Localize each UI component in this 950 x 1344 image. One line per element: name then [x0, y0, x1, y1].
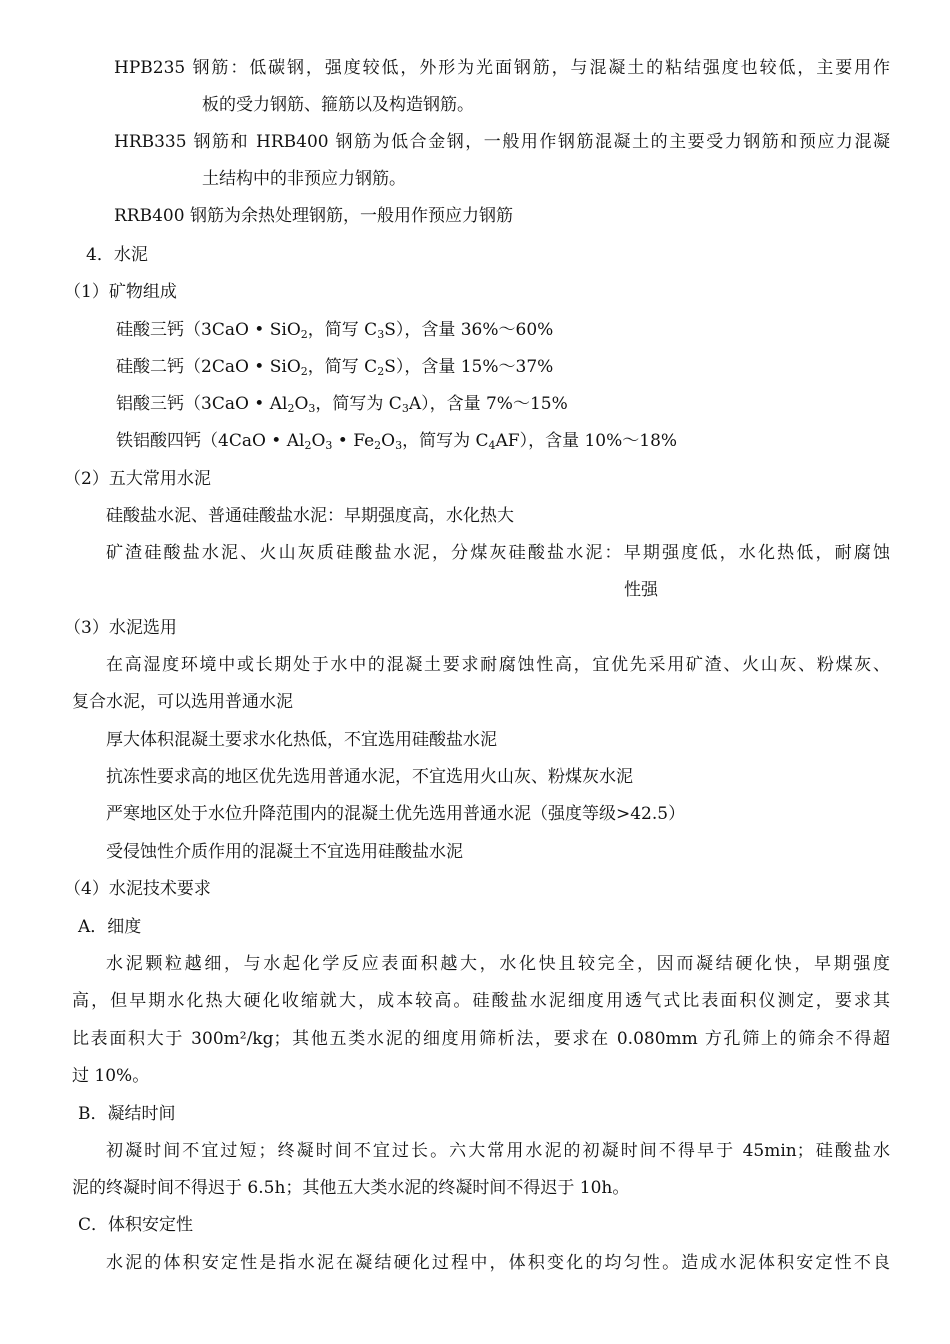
subheading-cement-selection: （3）水泥选用 [64, 618, 177, 638]
item-heading-setting-time: B．凝结时间 [78, 1104, 176, 1124]
selection-para-5: 受侵蚀性介质作用的混凝土不宜选用硅酸盐水泥 [106, 842, 463, 862]
cement-type-line-2-cont: 性强 [624, 580, 658, 600]
hpb235-line-2: 板的受力钢筋、箍筋以及构造钢筋。 [202, 95, 474, 115]
mineral-c3s: 硅酸三钙（3CaO • SiO$_2$，简写 $C_3S$），含量 36%～60% [116, 320, 554, 341]
subheading-technical-requirements: （4）水泥技术要求 [64, 879, 211, 899]
selection-para-2: 厚大体积混凝土要求水化热低，不宜选用硅酸盐水泥 [106, 730, 497, 750]
selection-para-1b: 复合水泥，可以选用普通水泥 [72, 692, 293, 712]
rrb-line: RRB400 钢筋为余热处理钢筋，一般用作预应力钢筋 [114, 206, 513, 226]
mineral-c3a: 铝酸三钙（3CaO • $Al_2O_3$，简写为 $C_3A$），含量 7%～15% [116, 394, 568, 415]
selection-para-3: 抗冻性要求高的地区优先选用普通水泥，不宜选用火山灰、粉煤灰水泥 [106, 767, 633, 787]
subheading-mineral-composition: （1）矿物组成 [64, 282, 177, 302]
hpb235-line-1: HPB235 钢筋：低碳钢，强度较低，外形为光面钢筋，与混凝土的粘结强度也较低，主要用作 [114, 58, 890, 78]
setting-time-line-1: 初凝时间不宜过短；终凝时间不宜过长。六大常用水泥的初凝时间不得早于 45min；硅酸盐水 [106, 1141, 890, 1161]
fineness-line-4: 过 10%。 [72, 1066, 150, 1086]
item-heading-fineness: A．细度 [78, 917, 142, 937]
fineness-line-3: 比表面积大于 300m²/kg；其他五类水泥的细度用筛析法，要求在 0.080mm 方孔筛上的筛余不得超 [72, 1029, 890, 1049]
soundness-line-1: 水泥的体积安定性是指水泥在凝结硬化过程中，体积变化的均匀性。造成水泥体积安定性不良 [106, 1253, 890, 1273]
selection-para-4: 严寒地区处于水位升降范围内的混凝土优先选用普通水泥（强度等级>42.5） [106, 804, 686, 824]
section-heading-cement: 4．水泥 [86, 245, 148, 265]
selection-para-1a: 在高湿度环境中或长期处于水中的混凝土要求耐腐蚀性高，宜优先采用矿渣、火山灰、粉煤灰、 [106, 655, 890, 675]
fineness-line-2: 高，但早期水化热大硬化收缩就大，成本较高。硅酸盐水泥细度用透气式比表面积仪测定，要求其 [72, 991, 890, 1011]
cement-type-line-2: 矿渣硅酸盐水泥、火山灰质硅酸盐水泥，分煤灰硅酸盐水泥：早期强度低，水化热低，耐腐蚀 [106, 543, 890, 563]
mineral-c2s: 硅酸二钙（2CaO • SiO$_2$，简写 $C_2S$），含量 15%～37% [116, 357, 554, 378]
hrb-line-2: 土结构中的非预应力钢筋。 [202, 169, 406, 189]
cement-type-line-1: 硅酸盐水泥、普通硅酸盐水泥：早期强度高，水化热大 [106, 506, 514, 526]
fineness-line-1: 水泥颗粒越细，与水起化学反应表面积越大，水化快且较完全，因而凝结硬化快，早期强度 [106, 954, 890, 974]
setting-time-line-2: 泥的终凝时间不得迟于 6.5h；其他五大类水泥的终凝时间不得迟于 10h。 [72, 1178, 630, 1198]
item-heading-soundness: C．体积安定性 [78, 1215, 194, 1235]
mineral-c4af: 铁铝酸四钙（4CaO • $Al_2O_3$ • $Fe_2O_3$，简写为 $C_4AF$），含量 10%～18% [116, 431, 678, 452]
hrb-line-1: HRB335 钢筋和 HRB400 钢筋为低合金钢，一般用作钢筋混凝土的主要受力钢筋和预应力混凝 [114, 132, 890, 152]
subheading-five-common-cements: （2）五大常用水泥 [64, 469, 211, 489]
